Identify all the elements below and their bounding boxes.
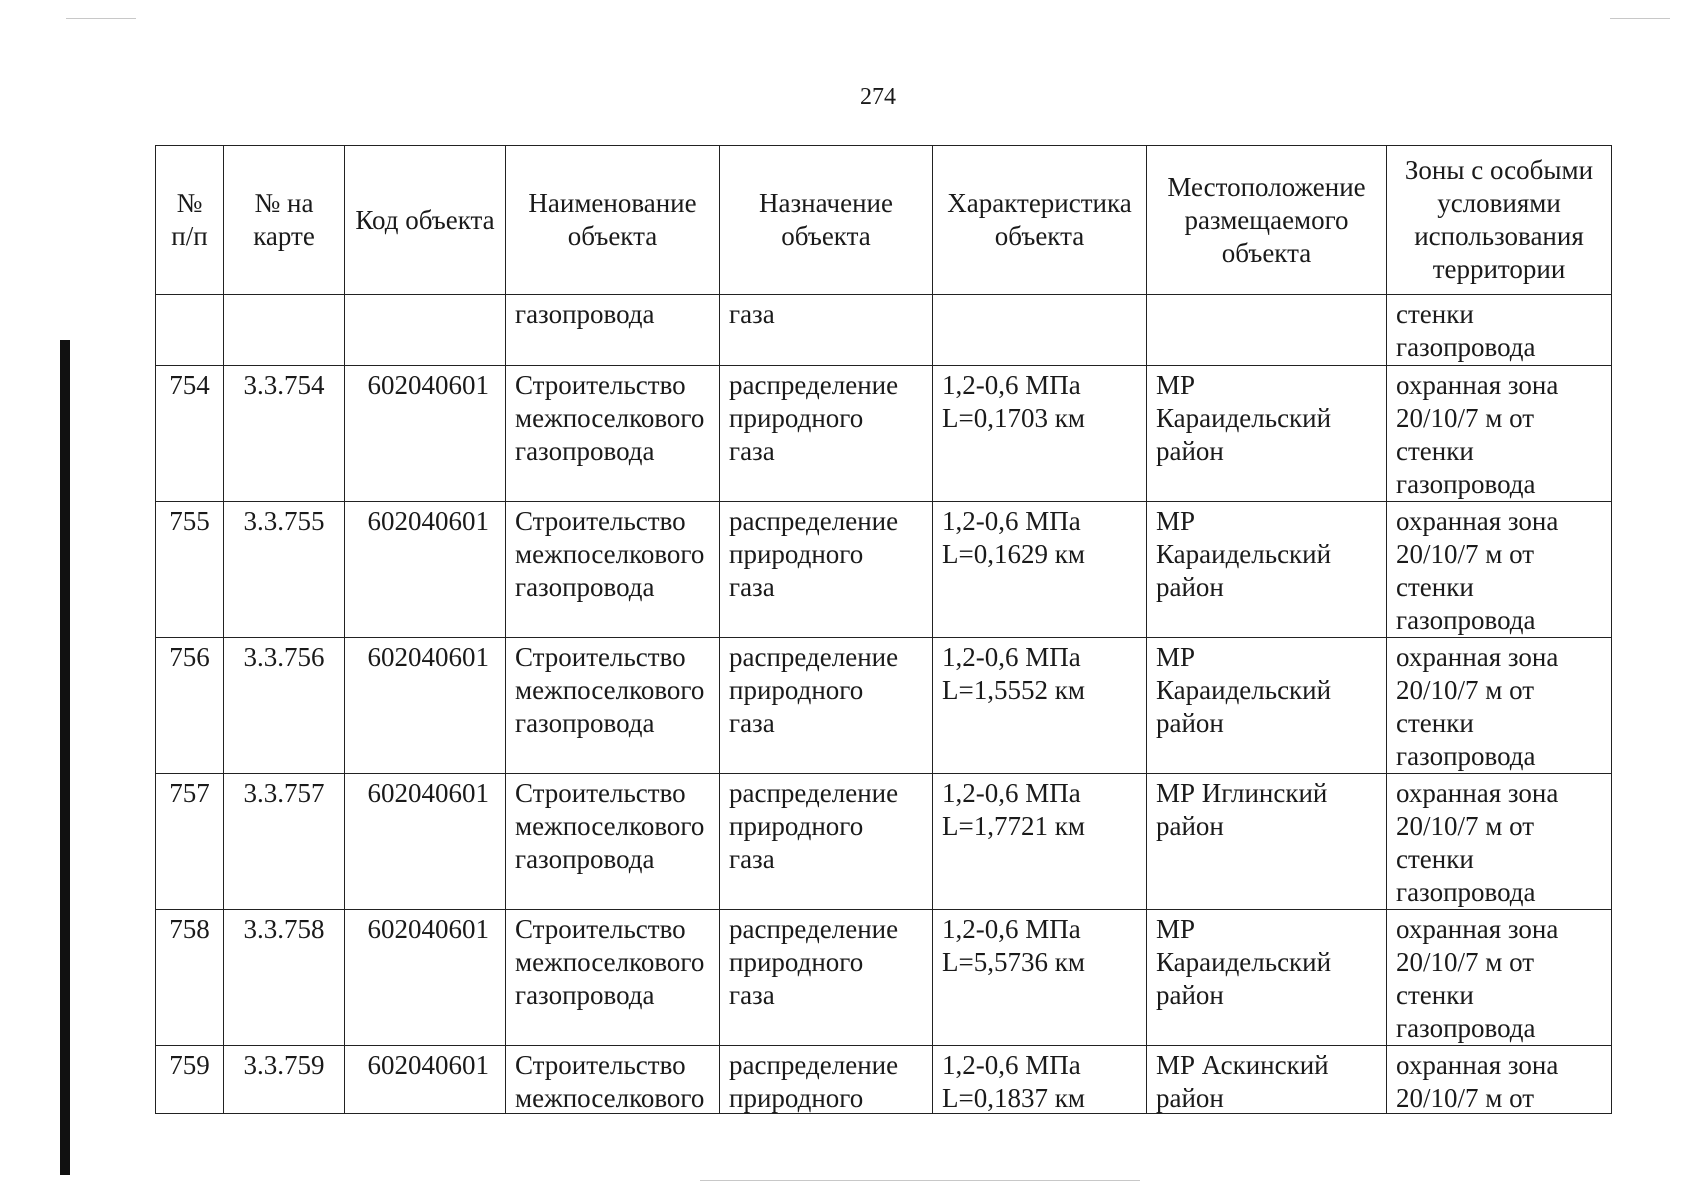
cell-text: 1,2-0,6 МПа L=1,5552 км: [942, 642, 1085, 705]
cell-object-code: [345, 502, 506, 638]
cell-object-name: [506, 1046, 720, 1114]
cell-special-zones: [1387, 295, 1612, 366]
cell-text: Строительство межпоселкового газопровода: [515, 370, 705, 466]
cell-object-name: [506, 366, 720, 502]
scan-binding-mark: [60, 340, 70, 1175]
cell-object-code: [345, 774, 506, 910]
table-row: [156, 774, 1612, 910]
cell-location: [1147, 366, 1387, 502]
cell-text: 1,2-0,6 МПа L=5,5736 км: [942, 914, 1085, 977]
cell-text: 3.3.754: [243, 370, 325, 400]
cell-text: 1,2-0,6 МПа L=0,1703 км: [942, 370, 1085, 433]
cell-text: МР Аскинский район: [1156, 1050, 1329, 1113]
cell-row-number: [156, 502, 224, 638]
header-object-name: Наименование объекта: [506, 146, 720, 295]
cell-row-number: [156, 638, 224, 774]
cell-map-number: [224, 638, 345, 774]
cell-map-number: [224, 1046, 345, 1114]
cell-text: 3.3.758: [243, 914, 325, 944]
cell-text: Строительство межпоселкового: [515, 1050, 705, 1113]
cell-text: охранная зона 20/10/7 м от стенки газопровода: [1396, 778, 1559, 907]
scan-edge-bottom: [700, 1180, 1140, 1181]
cell-text: распределение природного: [729, 1050, 899, 1113]
cell-object-code: [345, 366, 506, 502]
table-header-row: [156, 146, 1612, 295]
cell-text: Строительство межпоселкового газопровода: [515, 506, 705, 602]
cell-location: [1147, 502, 1387, 638]
cell-text: охранная зона 20/10/7 м от стенки газопровода: [1396, 370, 1559, 499]
table-row: [156, 502, 1612, 638]
cell-characteristics: [933, 366, 1147, 502]
cell-text: охранная зона 20/10/7 м от стенки газопровода: [1396, 914, 1559, 1043]
cell-row-number: [156, 774, 224, 910]
cell-row-number: [156, 366, 224, 502]
cell-text: 602040601: [367, 642, 489, 672]
header-special-zones: Зоны с особыми условиями использования территории: [1387, 146, 1612, 295]
cell-object-purpose: [720, 366, 933, 502]
cell-special-zones: [1387, 774, 1612, 910]
table-row: [156, 366, 1612, 502]
header-object-purpose: Назначение объекта: [720, 146, 933, 295]
cell-text: 602040601: [367, 914, 489, 944]
cell-text: 602040601: [367, 1050, 489, 1080]
cell-object-name: [506, 774, 720, 910]
cell-object-name: [506, 295, 720, 366]
cell-text: МР Караидельский район: [1156, 506, 1332, 602]
cell-text: МР Иглинский район: [1156, 778, 1328, 841]
cell-row-number: [156, 295, 224, 366]
cell-text: охранная зона 20/10/7 м от: [1396, 1050, 1559, 1113]
table-body: [156, 295, 1612, 1114]
cell-text: 602040601: [367, 370, 489, 400]
cell-text: 755: [169, 506, 210, 536]
cell-text: 3.3.759: [243, 1050, 325, 1080]
header-object-code: Код объекта: [345, 146, 506, 295]
cell-text: 759: [169, 1050, 210, 1080]
cell-special-zones: [1387, 638, 1612, 774]
cell-special-zones: [1387, 366, 1612, 502]
cell-text: 756: [169, 642, 210, 672]
cell-location: [1147, 1046, 1387, 1114]
cell-text: распределение природного газа: [729, 506, 899, 602]
cell-text: 3.3.755: [243, 506, 325, 536]
objects-table: [155, 145, 1612, 1114]
cell-row-number: [156, 910, 224, 1046]
cell-object-purpose: [720, 638, 933, 774]
cell-characteristics: [933, 502, 1147, 638]
cell-location: [1147, 774, 1387, 910]
cell-object-purpose: [720, 910, 933, 1046]
cell-text: охранная зона 20/10/7 м от стенки газопровода: [1396, 642, 1559, 771]
cell-object-purpose: [720, 502, 933, 638]
cell-text: Строительство межпоселкового газопровода: [515, 642, 705, 738]
header-row-number: № п/п: [156, 146, 224, 295]
header-object-characteristics: Характеристика объекта: [933, 146, 1147, 295]
cell-text: МР Караидельский район: [1156, 914, 1332, 1010]
cell-text: 1,2-0,6 МПа L=0,1837 км: [942, 1050, 1085, 1113]
table-row-continuation: [156, 295, 1612, 366]
cell-row-number: [156, 1046, 224, 1114]
cell-special-zones: [1387, 502, 1612, 638]
cell-object-purpose: [720, 1046, 933, 1114]
cell-text: 3.3.757: [243, 778, 325, 808]
header-object-location: Местоположение размещаемого объекта: [1147, 146, 1387, 295]
cell-object-purpose: [720, 295, 933, 366]
cell-text: 602040601: [367, 506, 489, 536]
cell-text: газа: [729, 299, 775, 329]
cell-map-number: [224, 774, 345, 910]
cell-object-code: [345, 910, 506, 1046]
cell-text: охранная зона 20/10/7 м от стенки газопровода: [1396, 506, 1559, 635]
table-row-partial: [156, 1046, 1612, 1114]
cell-object-name: [506, 910, 720, 1046]
cell-text: распределение природного газа: [729, 370, 899, 466]
cell-text: 754: [169, 370, 210, 400]
scan-edge-top-right: [1610, 18, 1670, 19]
cell-object-name: [506, 502, 720, 638]
cell-text: 757: [169, 778, 210, 808]
cell-characteristics: [933, 638, 1147, 774]
cell-map-number: [224, 502, 345, 638]
cell-object-name: [506, 638, 720, 774]
cell-text: распределение природного газа: [729, 914, 899, 1010]
cell-text: 758: [169, 914, 210, 944]
cell-text: газопровода: [515, 299, 655, 329]
cell-map-number: [224, 366, 345, 502]
cell-location: [1147, 638, 1387, 774]
cell-characteristics: [933, 1046, 1147, 1114]
cell-text: 3.3.756: [243, 642, 325, 672]
cell-object-code: [345, 1046, 506, 1114]
header-map-number: № на карте: [224, 146, 345, 295]
cell-object-code: [345, 638, 506, 774]
cell-text: 602040601: [367, 778, 489, 808]
cell-text: распределение природного газа: [729, 642, 899, 738]
cell-location: [1147, 295, 1387, 366]
cell-characteristics: [933, 910, 1147, 1046]
scan-edge-top-left: [66, 18, 136, 19]
cell-map-number: [224, 295, 345, 366]
cell-special-zones: [1387, 910, 1612, 1046]
cell-map-number: [224, 910, 345, 1046]
cell-characteristics: [933, 295, 1147, 366]
cell-text: МР Караидельский район: [1156, 642, 1332, 738]
cell-text: 1,2-0,6 МПа L=1,7721 км: [942, 778, 1085, 841]
cell-text: стенки газопровода: [1396, 299, 1536, 362]
cell-text: Строительство межпоселкового газопровода: [515, 778, 705, 874]
cell-object-purpose: [720, 774, 933, 910]
cell-text: 1,2-0,6 МПа L=0,1629 км: [942, 506, 1085, 569]
table-row: [156, 638, 1612, 774]
cell-text: распределение природного газа: [729, 778, 899, 874]
page-number: 274: [860, 84, 896, 110]
cell-text: МР Караидельский район: [1156, 370, 1332, 466]
table-row: [156, 910, 1612, 1046]
cell-characteristics: [933, 774, 1147, 910]
cell-text: Строительство межпоселкового газопровода: [515, 914, 705, 1010]
cell-object-code: [345, 295, 506, 366]
cell-location: [1147, 910, 1387, 1046]
cell-special-zones: [1387, 1046, 1612, 1114]
